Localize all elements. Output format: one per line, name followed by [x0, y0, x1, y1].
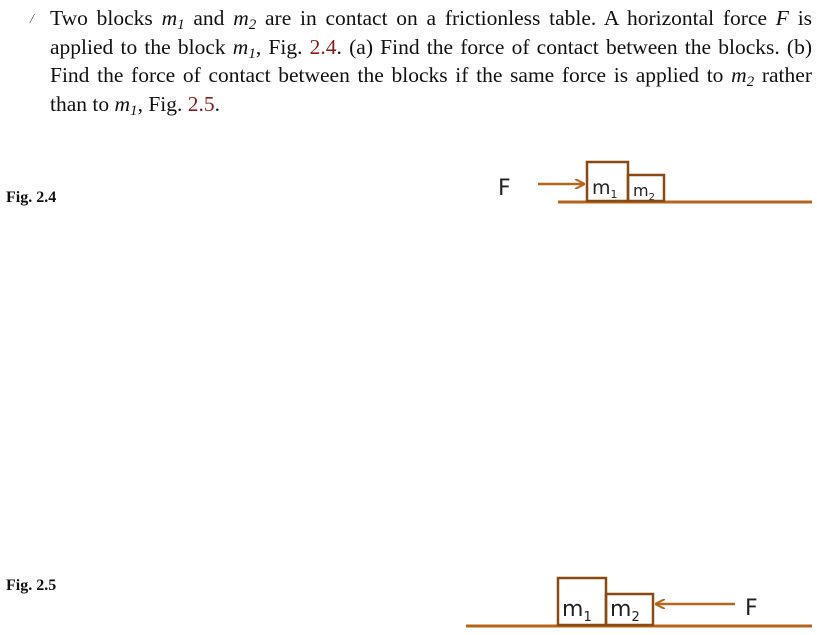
- force-label: F: [745, 596, 758, 621]
- fig-2-5-diagram: [466, 578, 812, 626]
- block-m1-label: $m_1$: [592, 177, 618, 201]
- fig-2-4-label: Fig. 2.4: [6, 189, 57, 206]
- fig-reference-2-5[interactable]: 2.5: [187, 91, 215, 116]
- problem-text: , Fig.: [255, 34, 310, 59]
- block-m2-label: $m_2$: [633, 181, 655, 203]
- var-m2: $m_2$: [233, 6, 257, 33]
- problem-text: .: [214, 91, 220, 116]
- problem-text: Two blocks: [50, 6, 162, 30]
- problem-text: rather than to: [50, 63, 812, 116]
- problem-text: is applied to the block: [50, 6, 813, 59]
- var-m1: $m_1$: [161, 6, 185, 33]
- problem-text: . (a) Find the force of contact between the blocks. (b) Find the force of contact between the blocks if the same force is applied to: [50, 34, 812, 87]
- block-m1-label: $m_1$: [562, 597, 592, 625]
- var-F: F: [775, 6, 789, 30]
- var-m1: $m_1$: [232, 34, 256, 62]
- problem-text: and: [184, 6, 234, 30]
- block-m2-label: $m_2$: [610, 597, 640, 625]
- var-m2: $m_2$: [731, 63, 755, 90]
- fig-2-4-diagram: [498, 162, 812, 203]
- force-label: F: [498, 176, 511, 201]
- fig-2-5-label: Fig. 2.5: [6, 577, 57, 594]
- var-m1: $m_1$: [114, 91, 138, 119]
- fig-reference-2-4[interactable]: 2.4: [309, 34, 337, 59]
- problem-text: , Fig.: [137, 91, 188, 116]
- bullet-mark: /: [30, 12, 34, 27]
- problem-text: are in contact on a frictionless table. A horizontal force: [256, 6, 776, 30]
